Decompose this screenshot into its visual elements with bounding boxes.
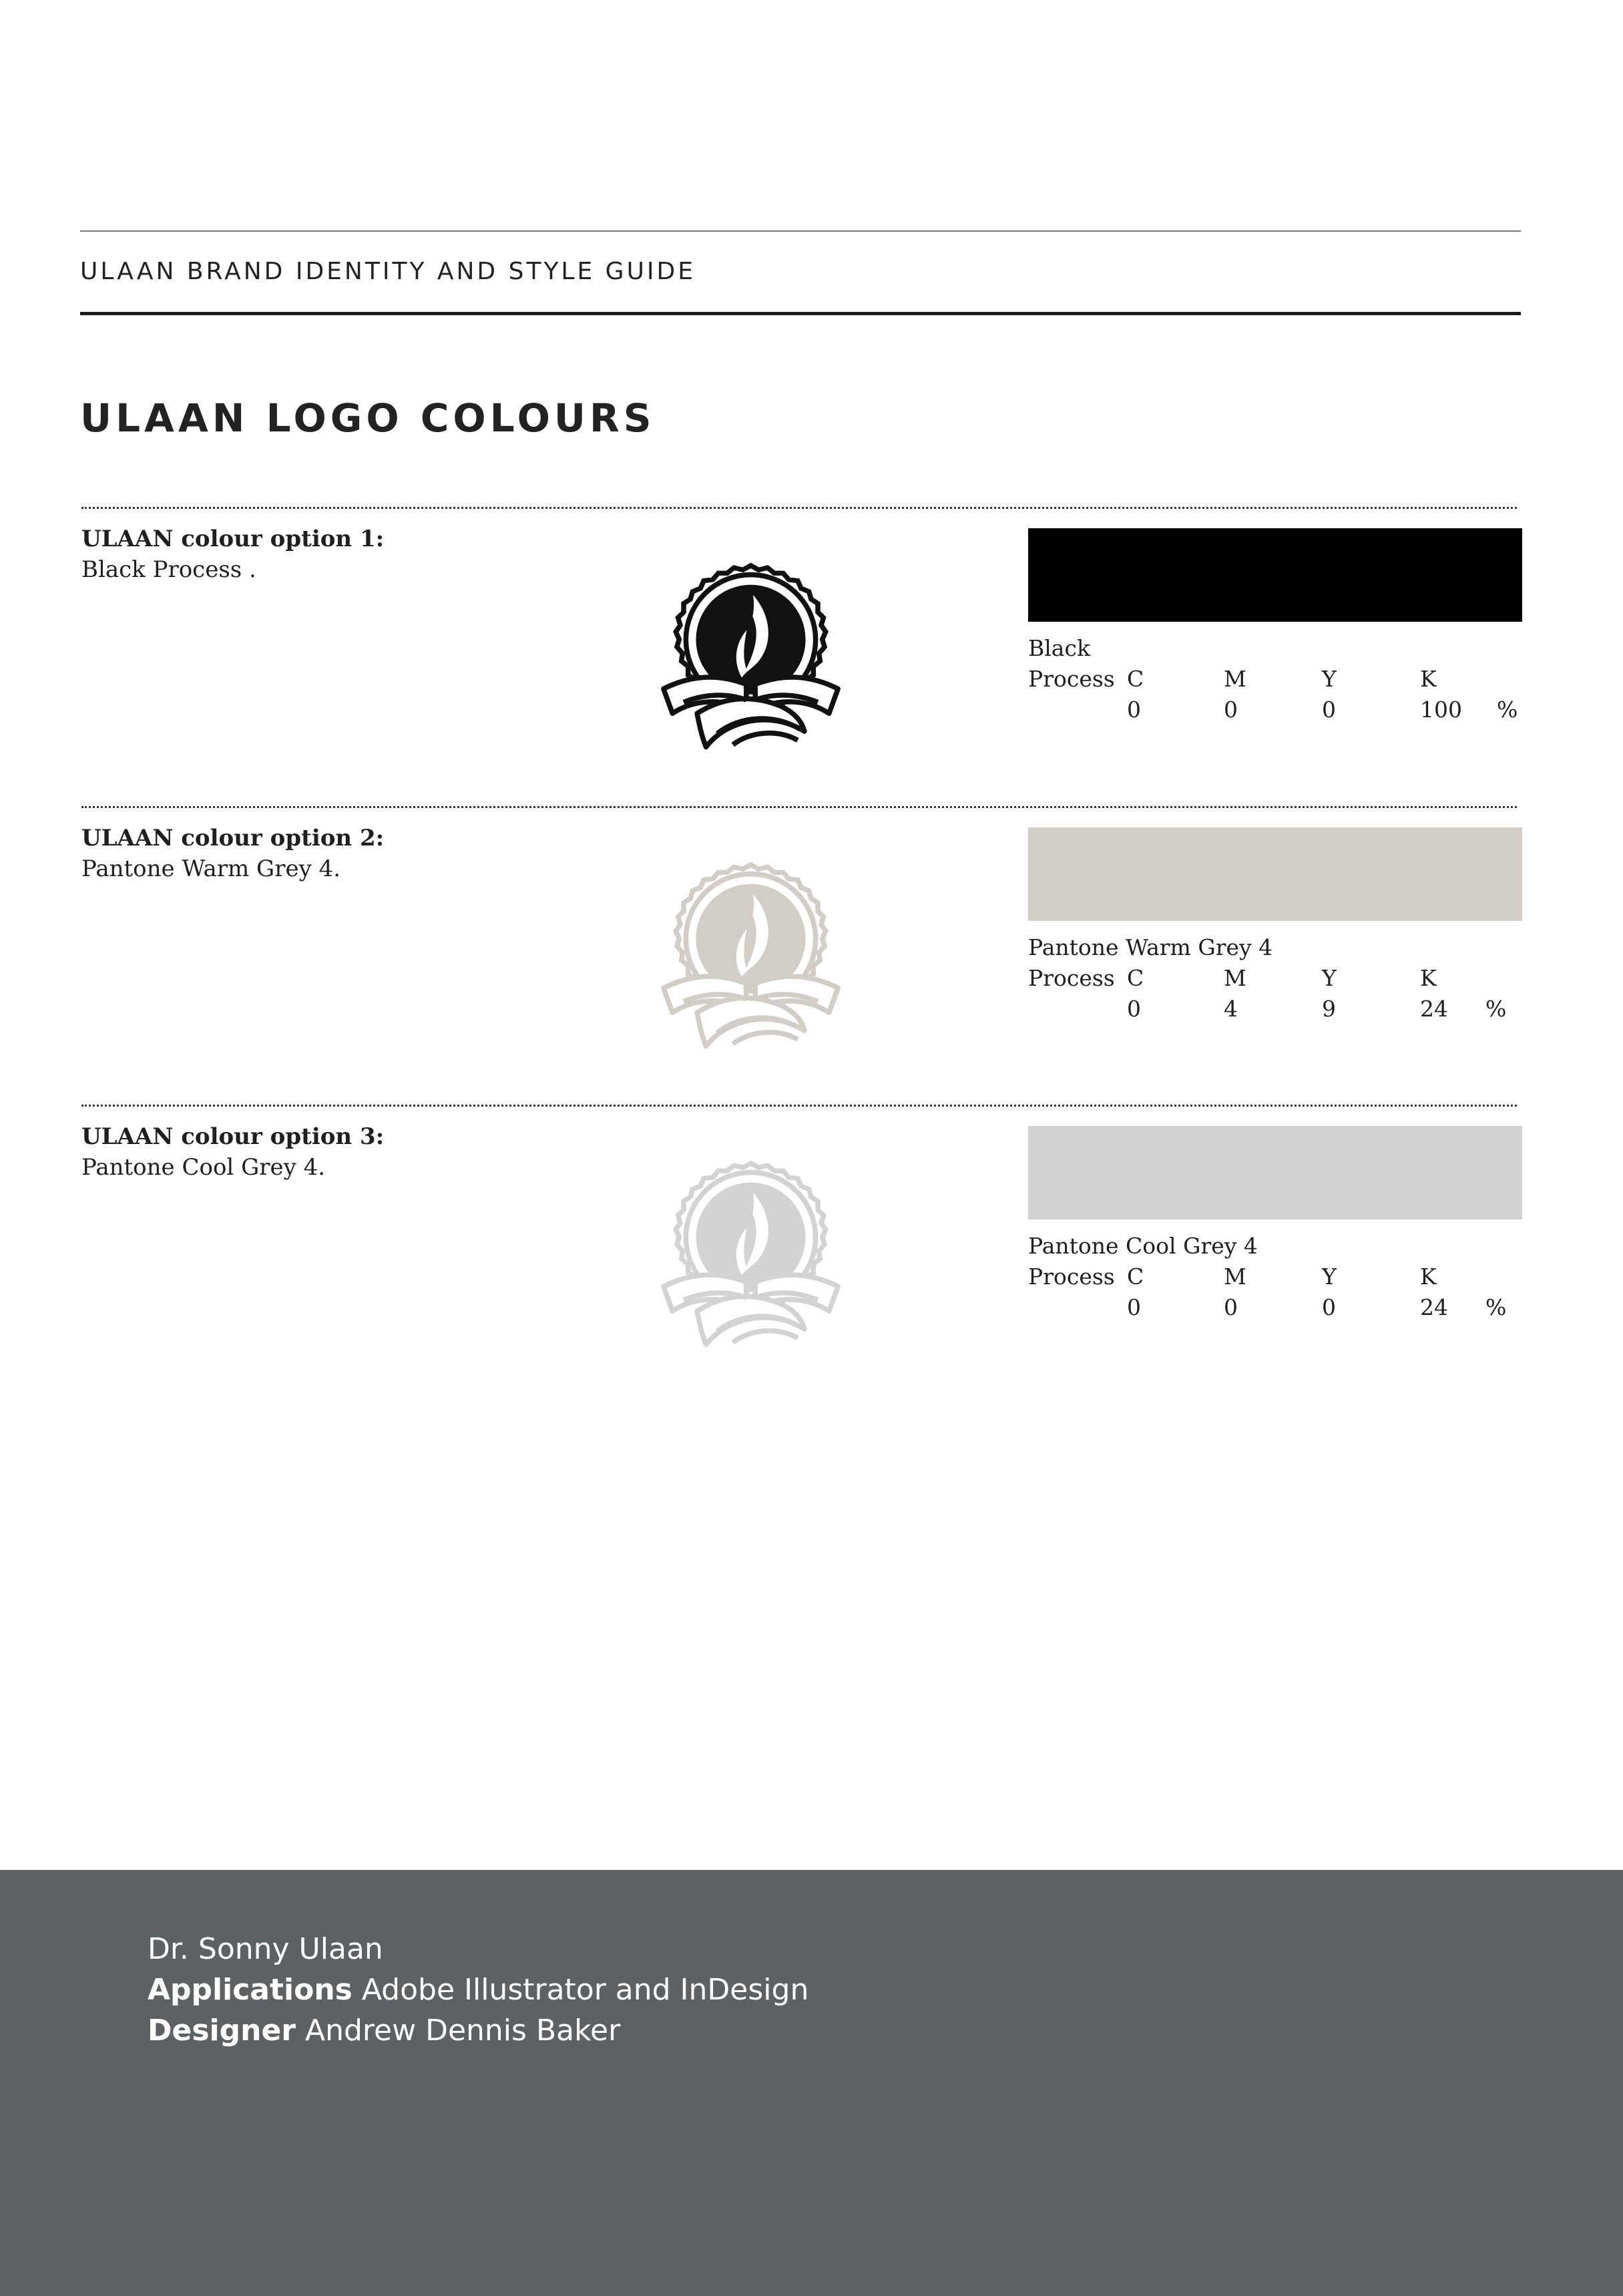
colour-option-2 [0, 806, 1623, 1093]
colour-swatch-cool-grey [1028, 1126, 1522, 1219]
cmyk-value-c: 0 [1127, 1294, 1141, 1320]
footer-band [0, 1870, 1623, 2296]
cmyk-unit: % [1485, 1294, 1507, 1320]
header-rule-bottom [80, 312, 1521, 315]
cmyk-value-c: 0 [1127, 996, 1141, 1022]
cmyk-header-m: M [1224, 1264, 1246, 1290]
cmyk-header-y: Y [1322, 666, 1337, 692]
footer-client-name: Dr. Sonny Ulaan [148, 1932, 383, 1966]
swatch-name: Pantone Cool Grey 4 [1028, 1233, 1258, 1259]
footer-designer [148, 2014, 620, 2048]
cmyk-header-k: K [1420, 965, 1437, 991]
process-label: Process [1028, 666, 1115, 692]
cmyk-value-k: 24 [1420, 1294, 1448, 1320]
colour-option-3 [0, 1105, 1623, 1392]
cmyk-header-c: C [1127, 965, 1144, 991]
cmyk-header-m: M [1224, 666, 1246, 692]
cmyk-value-k: 100 [1420, 697, 1462, 723]
ulaan-logo-icon [639, 1143, 863, 1367]
option-subtitle: Pantone Cool Grey 4. [81, 1154, 326, 1181]
ulaan-logo-icon [639, 546, 863, 769]
option-divider [81, 507, 1517, 509]
cmyk-header-k: K [1420, 1264, 1437, 1290]
cmyk-value-c: 0 [1127, 697, 1141, 723]
colour-swatch-warm-grey [1028, 827, 1522, 921]
cmyk-value-m: 0 [1224, 1294, 1238, 1320]
option-subtitle: Pantone Warm Grey 4. [81, 855, 341, 882]
swatch-name: Black [1028, 635, 1090, 661]
guide-title: ULAAN BRAND IDENTITY AND STYLE GUIDE [80, 258, 696, 285]
header-rule-top [80, 230, 1521, 232]
cmyk-header-y: Y [1322, 1264, 1337, 1290]
applications-label: Applications [148, 1973, 353, 2007]
option-title: ULAAN colour option 1: [81, 526, 385, 552]
footer-applications [148, 1973, 808, 2007]
cmyk-value-m: 0 [1224, 697, 1238, 723]
option-title: ULAAN colour option 2: [81, 825, 385, 851]
option-subtitle: Black Process . [81, 556, 256, 583]
process-label: Process [1028, 965, 1115, 991]
option-divider [81, 1105, 1517, 1107]
cmyk-header-k: K [1420, 666, 1437, 692]
colour-swatch-black [1028, 528, 1522, 622]
page-title: ULAAN LOGO COLOURS [80, 395, 656, 441]
applications-value: Adobe Illustrator and InDesign [361, 1973, 809, 2007]
cmyk-value-y: 0 [1322, 1294, 1336, 1320]
designer-value: Andrew Dennis Baker [305, 2014, 621, 2048]
cmyk-unit: % [1497, 697, 1518, 723]
option-title: ULAAN colour option 3: [81, 1123, 385, 1150]
ulaan-logo-icon [639, 845, 863, 1069]
cmyk-value-y: 9 [1322, 996, 1336, 1022]
cmyk-value-k: 24 [1420, 996, 1448, 1022]
option-divider [81, 806, 1517, 808]
cmyk-header-y: Y [1322, 965, 1337, 991]
cmyk-header-m: M [1224, 965, 1246, 991]
cmyk-value-y: 0 [1322, 697, 1336, 723]
cmyk-header-c: C [1127, 666, 1144, 692]
cmyk-value-m: 4 [1224, 996, 1238, 1022]
swatch-name: Pantone Warm Grey 4 [1028, 934, 1273, 960]
cmyk-unit: % [1485, 996, 1507, 1022]
cmyk-header-c: C [1127, 1264, 1144, 1290]
designer-label: Designer [148, 2014, 296, 2048]
process-label: Process [1028, 1264, 1115, 1290]
colour-option-1 [0, 507, 1623, 794]
